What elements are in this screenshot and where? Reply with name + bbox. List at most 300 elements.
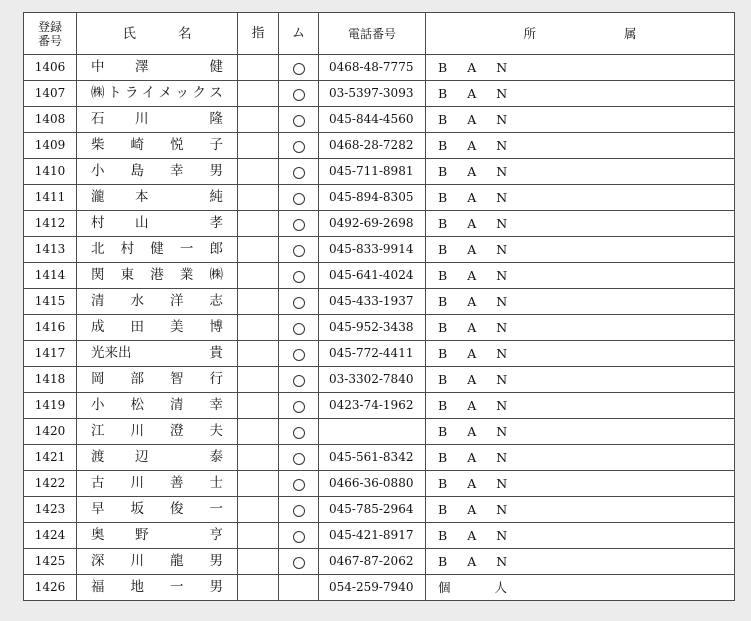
affiliation-part: N (496, 346, 508, 361)
name-part: 男 (209, 553, 223, 569)
name-part: 郎 (209, 241, 223, 257)
affiliation-part: A (467, 372, 477, 387)
affiliation-part: B (438, 112, 448, 127)
mu-cell (279, 289, 319, 315)
member-name (77, 133, 238, 159)
header-phone: 電話番号 (319, 13, 426, 55)
member-name (77, 497, 238, 523)
affiliation-part: B (438, 320, 448, 335)
name-part: 坂 (130, 501, 144, 517)
registration-number: 1426 (24, 575, 77, 601)
circle-mark-icon (293, 349, 305, 361)
registration-number: 1420 (24, 419, 77, 445)
mu-cell (279, 237, 319, 263)
shi-cell (238, 315, 279, 341)
mu-cell (279, 185, 319, 211)
header-name-a: 氏 (122, 25, 136, 42)
shi-cell (238, 107, 279, 133)
name-part: 隆 (209, 111, 223, 127)
name-part: ㈱ (209, 267, 223, 283)
registration-number: 1416 (24, 315, 77, 341)
header-no-line1: 登録 (37, 19, 62, 34)
mu-cell (279, 575, 319, 601)
affiliation-part: N (496, 138, 508, 153)
affiliation-part: B (438, 268, 448, 283)
affiliation (426, 523, 735, 549)
phone-number: 03-5397-3093 (319, 81, 426, 107)
affiliation (426, 81, 735, 107)
member-name (77, 159, 238, 185)
affiliation-part: B (438, 502, 448, 517)
name-part: 島 (130, 163, 144, 179)
shi-cell (238, 497, 279, 523)
name-part: 福 (91, 579, 105, 595)
name-part: 洋 (170, 293, 184, 309)
table-row (24, 575, 735, 601)
shi-cell (238, 159, 279, 185)
name-part: 一 (179, 241, 194, 257)
shi-cell (238, 185, 279, 211)
affiliation-part: N (496, 320, 508, 335)
member-name (77, 393, 238, 419)
name-part: 早 (91, 501, 105, 517)
table-row (24, 107, 735, 133)
affiliation (426, 289, 735, 315)
affiliation-part: A (467, 346, 477, 361)
name-part: 水 (130, 293, 144, 309)
name-part: 亨 (209, 527, 223, 543)
table-row (24, 393, 735, 419)
name-part: 小 (91, 397, 105, 413)
name-part: 夫 (209, 423, 223, 439)
affiliation-part: A (467, 450, 477, 465)
shi-cell (238, 549, 279, 575)
name-part: 一 (209, 501, 223, 517)
member-name (77, 55, 238, 81)
affiliation-part: A (467, 528, 477, 543)
circle-mark-icon (293, 401, 305, 413)
circle-mark-icon (293, 115, 305, 127)
name-part: 子 (209, 137, 223, 153)
name-part: 善 (170, 475, 184, 491)
affiliation-part: N (496, 216, 508, 231)
member-name (77, 445, 238, 471)
phone-number: 045-433-1937 (319, 289, 426, 315)
affiliation-part: N (496, 242, 508, 257)
affiliation-part: B (438, 372, 448, 387)
table-body (24, 55, 735, 601)
affiliation (426, 497, 735, 523)
name-part: 成 (91, 319, 105, 335)
table-row (24, 419, 735, 445)
affiliation-part: N (496, 476, 508, 491)
phone-number: 0492-69-2698 (319, 211, 426, 237)
name-part: 幸 (170, 163, 184, 179)
name-part: 古 (91, 475, 105, 491)
affiliation (426, 185, 735, 211)
name-part: 幸 (209, 397, 223, 413)
name-part: 健 (209, 59, 223, 75)
mu-cell (279, 445, 319, 471)
affiliation-part: B (438, 86, 448, 101)
member-name (77, 107, 238, 133)
registration-number: 1422 (24, 471, 77, 497)
name-part: 業 (179, 267, 194, 283)
phone-number: 045-894-8305 (319, 185, 426, 211)
affiliation-part: N (496, 86, 508, 101)
name-part: 関 (91, 267, 105, 283)
phone-number: 045-641-4024 (319, 263, 426, 289)
affiliation-part: N (496, 164, 508, 179)
affiliation-part: N (496, 502, 508, 517)
shi-cell (238, 393, 279, 419)
name-part: 深 (91, 553, 105, 569)
name-part: 光来出 (91, 345, 132, 361)
name-part: 崎 (130, 137, 144, 153)
affiliation-part: B (438, 528, 448, 543)
mu-cell (279, 367, 319, 393)
name-part: 俊 (170, 501, 184, 517)
table-row (24, 55, 735, 81)
table-row (24, 523, 735, 549)
member-name (77, 523, 238, 549)
shi-cell (238, 575, 279, 601)
header-name-b: 名 (178, 25, 192, 42)
registration-number: 1418 (24, 367, 77, 393)
member-name (77, 419, 238, 445)
table-row (24, 289, 735, 315)
affiliation (426, 471, 735, 497)
table-row (24, 471, 735, 497)
table-row (24, 211, 735, 237)
table-row (24, 341, 735, 367)
affiliation-part: B (438, 216, 448, 231)
affiliation (426, 367, 735, 393)
name-part: 川 (135, 111, 149, 127)
affiliation-part: B (438, 60, 448, 75)
affiliation-part: B (438, 554, 448, 569)
affiliation (426, 393, 735, 419)
name-part: 奥 (91, 527, 105, 543)
header-name (77, 13, 238, 55)
name-part: 北 (91, 241, 105, 257)
member-name (77, 185, 238, 211)
affiliation-part: B (438, 476, 448, 491)
name-part: 本 (135, 189, 149, 205)
table-row (24, 185, 735, 211)
header-no-line2: 番号 (37, 33, 62, 48)
name-part: 智 (170, 371, 184, 387)
mu-cell (279, 133, 319, 159)
shi-cell (238, 445, 279, 471)
circle-mark-icon (293, 375, 305, 387)
affiliation-part: B (438, 190, 448, 205)
circle-mark-icon (293, 557, 305, 569)
name-part: 東 (120, 267, 135, 283)
member-name (77, 315, 238, 341)
affiliation-part: B (438, 424, 448, 439)
affiliation-part: A (467, 86, 477, 101)
name-part: 健 (150, 241, 164, 257)
circle-mark-icon (293, 219, 305, 231)
registration-number: 1417 (24, 341, 77, 367)
affiliation-part: N (496, 528, 508, 543)
phone-number: 0468-28-7282 (319, 133, 426, 159)
name-part: 村 (120, 241, 135, 257)
name-part: 川 (130, 475, 144, 491)
registration-number: 1409 (24, 133, 77, 159)
name-part: 泰 (209, 449, 223, 465)
affiliation-part: A (467, 112, 477, 127)
affiliation-part: N (496, 398, 508, 413)
mu-cell (279, 419, 319, 445)
name-part: 江 (91, 423, 105, 439)
phone-number: 045-561-8342 (319, 445, 426, 471)
phone-number: 03-3302-7840 (319, 367, 426, 393)
mu-cell (279, 107, 319, 133)
phone-number: 045-952-3438 (319, 315, 426, 341)
name-part: 村 (91, 215, 105, 231)
name-part: 一 (170, 579, 184, 595)
name-part: 行 (209, 371, 223, 387)
phone-number: 045-844-4560 (319, 107, 426, 133)
affiliation-part: A (467, 554, 477, 569)
affiliation-part: N (496, 372, 508, 387)
affiliation-part: N (496, 294, 508, 309)
registration-number: 1412 (24, 211, 77, 237)
affiliation-part: B (438, 398, 448, 413)
name-part: 辺 (135, 449, 149, 465)
member-name (77, 263, 238, 289)
name-part: 清 (91, 293, 105, 309)
affiliation-part: N (496, 424, 508, 439)
name-part: 孝 (209, 215, 223, 231)
affiliation-part: B (438, 164, 448, 179)
phone-number: 0423-74-1962 (319, 393, 426, 419)
affiliation-part: 人 (494, 580, 508, 595)
phone-number: 0468-48-7775 (319, 55, 426, 81)
shi-cell (238, 211, 279, 237)
circle-mark-icon (293, 427, 305, 439)
table-row (24, 81, 735, 107)
affiliation (426, 107, 735, 133)
name-part: 岡 (91, 371, 105, 387)
name-part: ㈱トライメックス (91, 85, 227, 101)
table-row (24, 445, 735, 471)
mu-cell (279, 315, 319, 341)
name-part: 悦 (170, 137, 184, 153)
name-part: 山 (135, 215, 149, 231)
mu-cell (279, 211, 319, 237)
affiliation-part: A (467, 268, 477, 283)
member-register-table (23, 12, 735, 601)
member-name (77, 575, 238, 601)
shi-cell (238, 81, 279, 107)
circle-mark-icon (293, 323, 305, 335)
circle-mark-icon (293, 245, 305, 257)
header-aff-a: 所 (523, 25, 536, 41)
name-part: 博 (209, 319, 223, 335)
registration-number: 1411 (24, 185, 77, 211)
circle-mark-icon (293, 453, 305, 465)
shi-cell (238, 55, 279, 81)
circle-mark-icon (293, 271, 305, 283)
shi-cell (238, 367, 279, 393)
member-name (77, 549, 238, 575)
shi-cell (238, 133, 279, 159)
circle-mark-icon (293, 505, 305, 517)
affiliation-part: N (496, 268, 508, 283)
affiliation (426, 315, 735, 341)
table-row (24, 315, 735, 341)
member-name (77, 211, 238, 237)
phone-number: 054-259-7940 (319, 575, 426, 601)
name-part: 野 (135, 527, 149, 543)
name-part: 士 (209, 475, 223, 491)
affiliation-part: A (467, 398, 477, 413)
shi-cell (238, 523, 279, 549)
affiliation-part: A (467, 164, 477, 179)
mu-cell (279, 341, 319, 367)
affiliation (426, 445, 735, 471)
affiliation-part: A (467, 242, 477, 257)
mu-cell (279, 393, 319, 419)
mu-cell (279, 523, 319, 549)
table-row (24, 159, 735, 185)
circle-mark-icon (293, 141, 305, 153)
affiliation-part: A (467, 424, 477, 439)
mu-cell (279, 55, 319, 81)
phone-number: 045-421-8917 (319, 523, 426, 549)
affiliation (426, 419, 735, 445)
table-row (24, 497, 735, 523)
registration-number: 1413 (24, 237, 77, 263)
name-part: 中 (91, 59, 105, 75)
registration-number: 1407 (24, 81, 77, 107)
circle-mark-icon (293, 89, 305, 101)
affiliation-part: A (467, 138, 477, 153)
name-part: 男 (209, 579, 223, 595)
affiliation-part: A (467, 216, 477, 231)
name-part: 貴 (209, 345, 223, 361)
name-part: 澤 (135, 59, 149, 75)
registration-number: 1424 (24, 523, 77, 549)
member-name (77, 81, 238, 107)
shi-cell (238, 341, 279, 367)
name-part: 小 (91, 163, 105, 179)
circle-mark-icon (293, 193, 305, 205)
circle-mark-icon (293, 297, 305, 309)
mu-cell (279, 159, 319, 185)
shi-cell (238, 471, 279, 497)
phone-number: 045-833-9914 (319, 237, 426, 263)
name-part: 松 (130, 397, 144, 413)
affiliation (426, 159, 735, 185)
name-part: 美 (170, 319, 184, 335)
phone-number: 045-785-2964 (319, 497, 426, 523)
header-mu: ム (279, 13, 319, 55)
mu-cell (279, 497, 319, 523)
mu-cell (279, 549, 319, 575)
affiliation-part: B (438, 450, 448, 465)
affiliation (426, 55, 735, 81)
phone-number: 045-711-8981 (319, 159, 426, 185)
mu-cell (279, 471, 319, 497)
shi-cell (238, 263, 279, 289)
table-row (24, 263, 735, 289)
affiliation (426, 237, 735, 263)
affiliation-part: A (467, 190, 477, 205)
registration-number: 1423 (24, 497, 77, 523)
affiliation (426, 133, 735, 159)
affiliation-part: A (467, 502, 477, 517)
affiliation-part: A (467, 60, 477, 75)
name-part: 瀧 (91, 189, 105, 205)
member-name (77, 367, 238, 393)
name-part: 柴 (91, 137, 105, 153)
name-part: 純 (209, 189, 223, 205)
affiliation-part: N (496, 554, 508, 569)
affiliation-part: B (438, 138, 448, 153)
phone-number (319, 419, 426, 445)
name-part: 龍 (170, 553, 184, 569)
affiliation-part: 個 (438, 580, 451, 595)
shi-cell (238, 237, 279, 263)
name-part: 渡 (91, 449, 105, 465)
affiliation-part: B (438, 346, 448, 361)
table-row (24, 549, 735, 575)
registration-number: 1425 (24, 549, 77, 575)
circle-mark-icon (293, 63, 305, 75)
header-row (24, 13, 735, 55)
phone-number: 0467-87-2062 (319, 549, 426, 575)
member-name (77, 341, 238, 367)
name-part: 志 (209, 293, 223, 309)
header-aff-b: 属 (624, 25, 637, 41)
table-row (24, 367, 735, 393)
header-registration-number (24, 13, 77, 55)
phone-number: 0466-36-0880 (319, 471, 426, 497)
mu-cell (279, 263, 319, 289)
circle-mark-icon (293, 531, 305, 543)
name-part: 川 (130, 423, 144, 439)
affiliation (426, 341, 735, 367)
affiliation-part: B (438, 242, 448, 257)
registration-number: 1419 (24, 393, 77, 419)
name-part: 男 (209, 163, 223, 179)
name-part: 港 (150, 267, 164, 283)
table-row (24, 237, 735, 263)
header-shi: 指 (238, 13, 279, 55)
name-part: 田 (130, 319, 144, 335)
header-affiliation (426, 13, 735, 55)
name-part: 地 (130, 579, 144, 595)
shi-cell (238, 289, 279, 315)
name-part: 石 (91, 111, 105, 127)
circle-mark-icon (293, 167, 305, 179)
affiliation (426, 549, 735, 575)
registration-number: 1410 (24, 159, 77, 185)
affiliation (426, 575, 735, 601)
registration-number: 1415 (24, 289, 77, 315)
affiliation-part: B (438, 294, 448, 309)
registration-number: 1406 (24, 55, 77, 81)
affiliation (426, 263, 735, 289)
affiliation-part: A (467, 320, 477, 335)
affiliation-part: N (496, 60, 508, 75)
name-part: 部 (130, 371, 144, 387)
affiliation-part: A (467, 294, 477, 309)
